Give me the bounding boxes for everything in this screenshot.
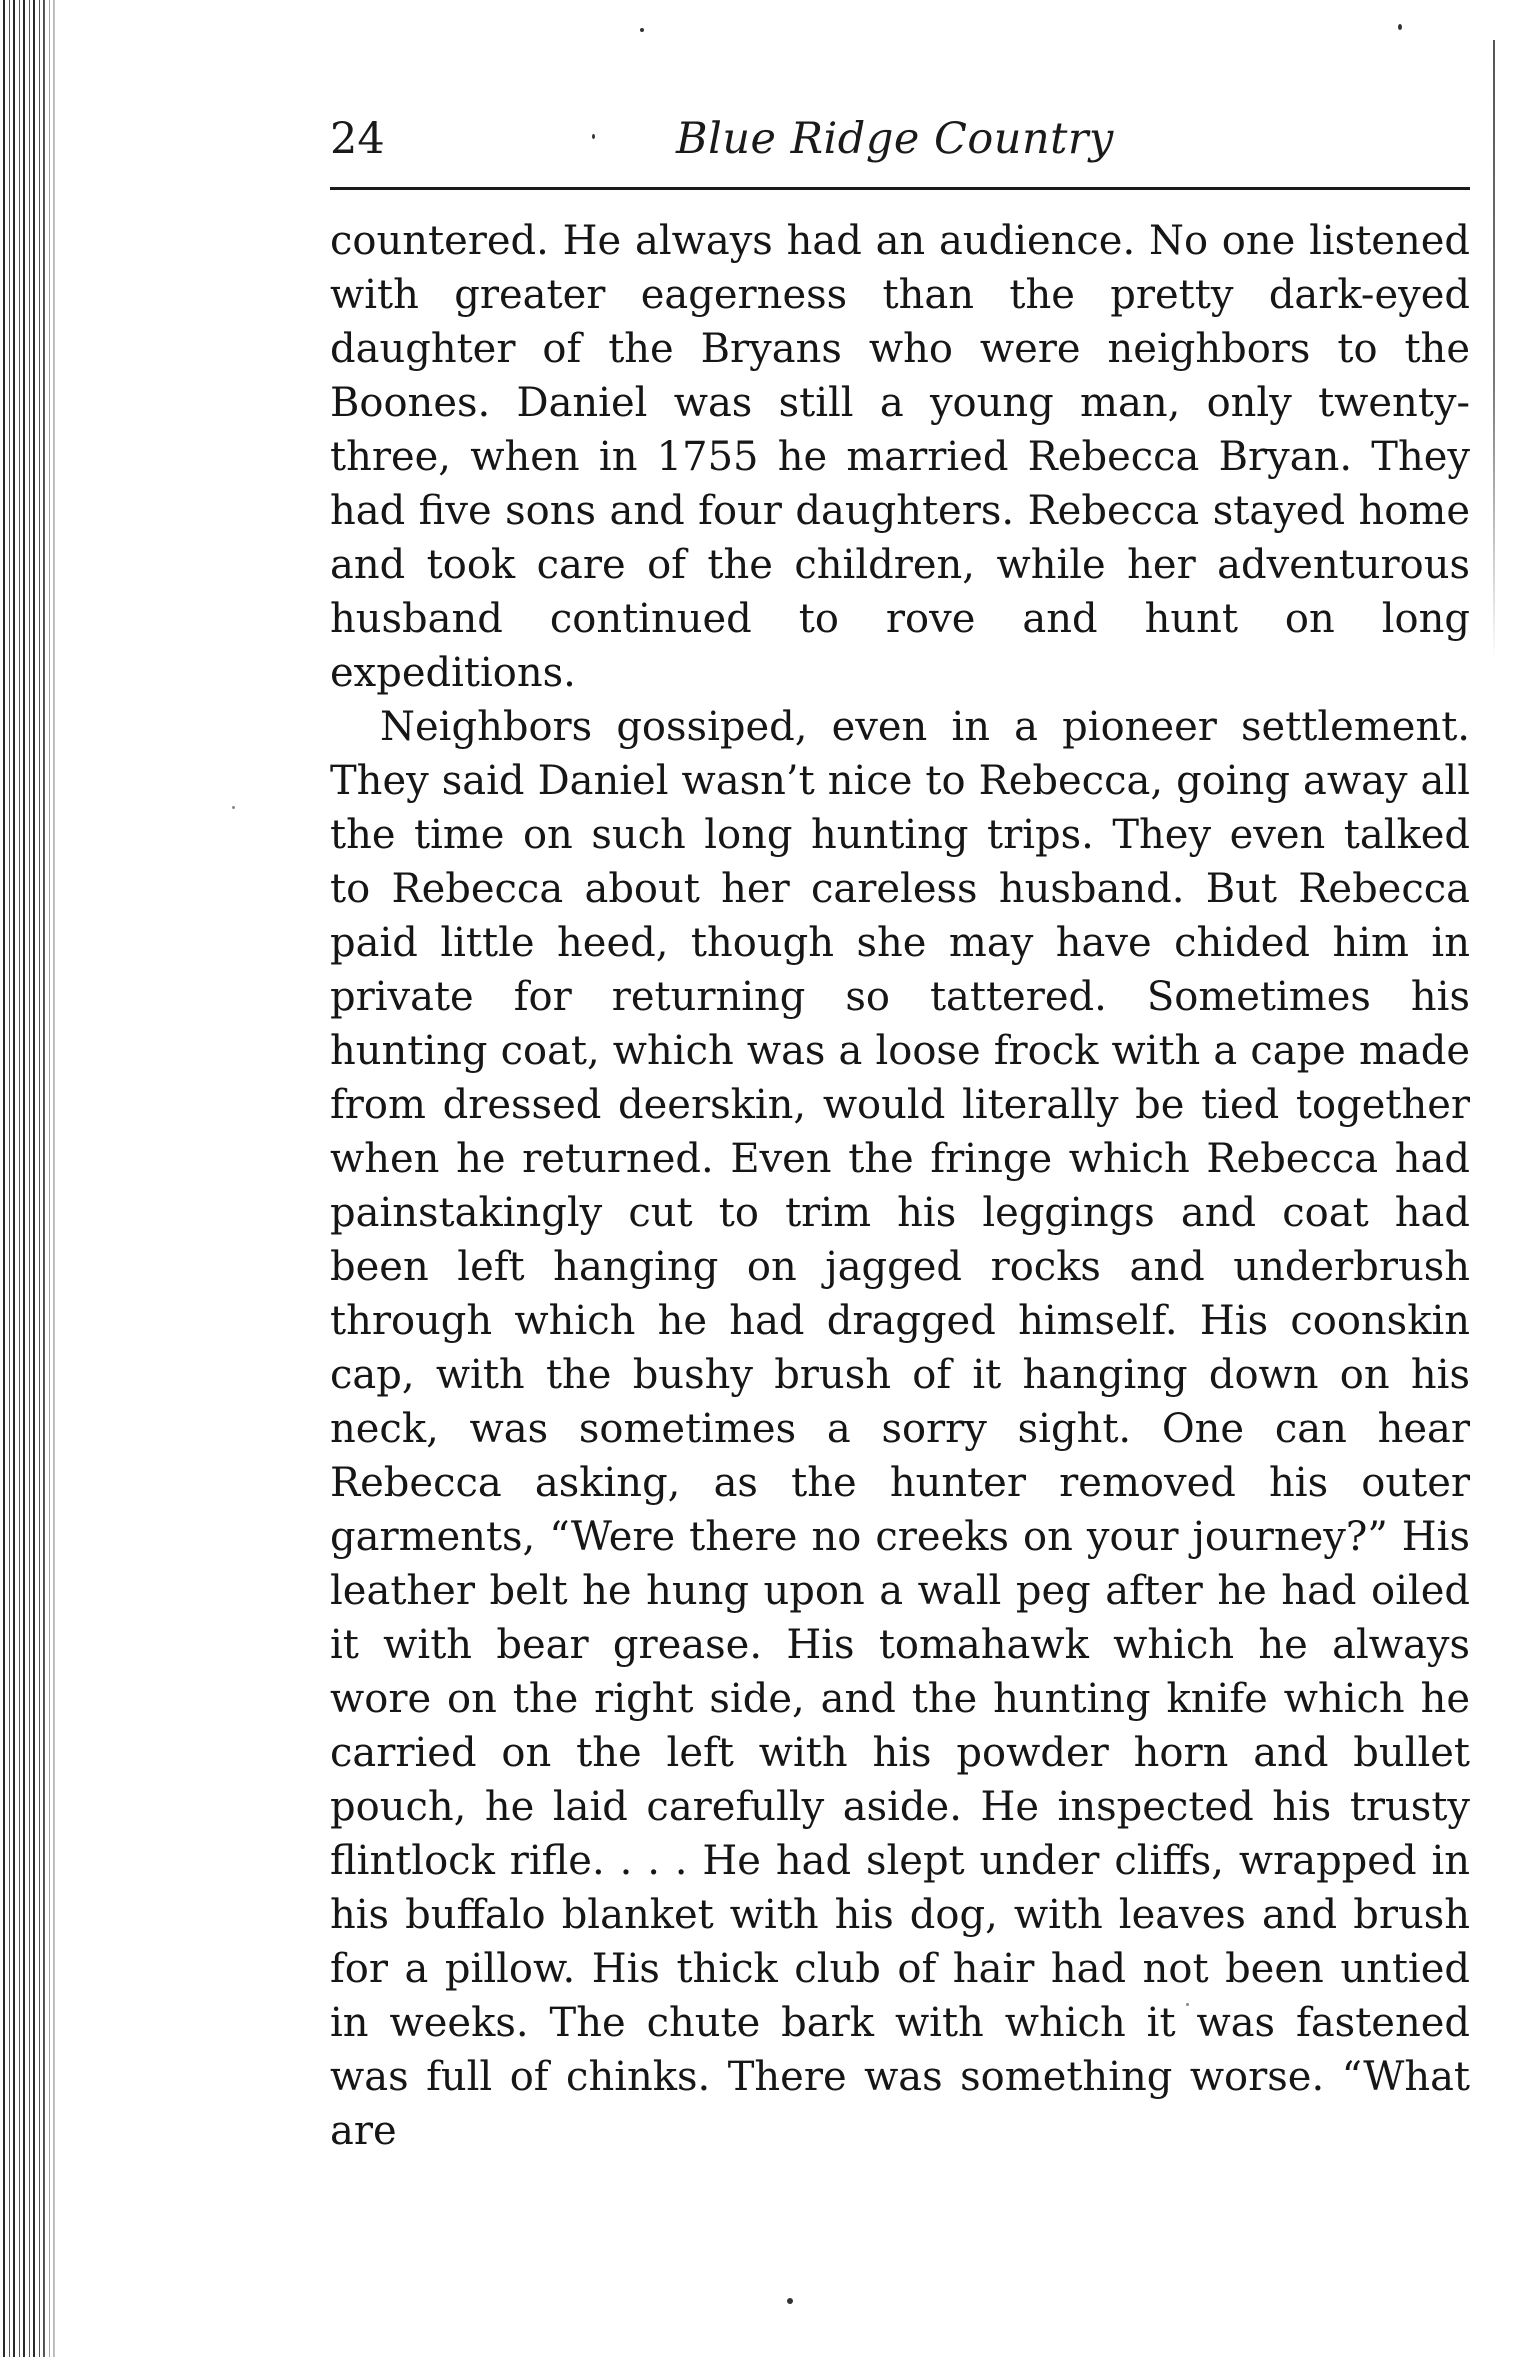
page-number: 24 <box>330 114 385 164</box>
body-text <box>330 214 1470 2158</box>
scan-speck <box>232 806 235 809</box>
page-header <box>330 106 1470 176</box>
paragraph: Neighbors gossiped, even in a pioneer settlement. They said Daniel wasn’t nice to Rebecca, going away all the time on such long hunting trips. They even talked to Rebecca about her careless husband. But Rebecca paid little heed, though she may have chided him in private for returning so tattered. Sometimes his hunting coat, which was a loose frock with a cape made from dressed deerskin, would literally be tied together when he returned. Even the fringe which Rebecca had painstakingly cut to trim his leggings and coat had been left hanging on jagged rocks and underbrush through which he had dragged himself. His coonskin cap, with the bushy brush of it hanging down on his neck, was sometimes a sorry sight. One can hear Rebecca asking, as the hunter removed his outer garments, “Were there no creeks on your journey?” His leather belt he hung upon a wall peg after he had oiled it with bear grease. His tomahawk which he always wore on the right side, and the hunting knife which he carried on the left with his powder horn and bullet pouch, he laid carefully aside. He inspected his trusty flintlock rifle. . . . He had slept under cliffs, wrapped in his buffalo blanket with his dog, with leaves and brush for a pillow. His thick club of hair had not been untied in weeks. The chute bark with which it was fastened was full of chinks. There was something worse. “What are <box>330 704 1470 2154</box>
running-title: Blue Ridge Country <box>676 114 1114 164</box>
scan-speck <box>1398 24 1402 30</box>
header-rule <box>330 187 1470 190</box>
paragraph: countered. He always had an audience. No one listened with greater eagerness than the pretty dark-eyed daughter of the Bryans who were neighbors to the Boones. Daniel was still a young man, only twenty-three, when in 1755 he married Rebecca Bryan. They had five sons and four daughters. Rebecca stayed home and took care of the children, while her adventurous husband continued to rove and hunt on long expeditions. <box>330 218 1470 696</box>
scan-speck <box>787 2298 793 2304</box>
page-edge-line <box>1493 40 1495 660</box>
scan-speck <box>640 28 644 32</box>
binding-edge-fade <box>40 0 60 2357</box>
